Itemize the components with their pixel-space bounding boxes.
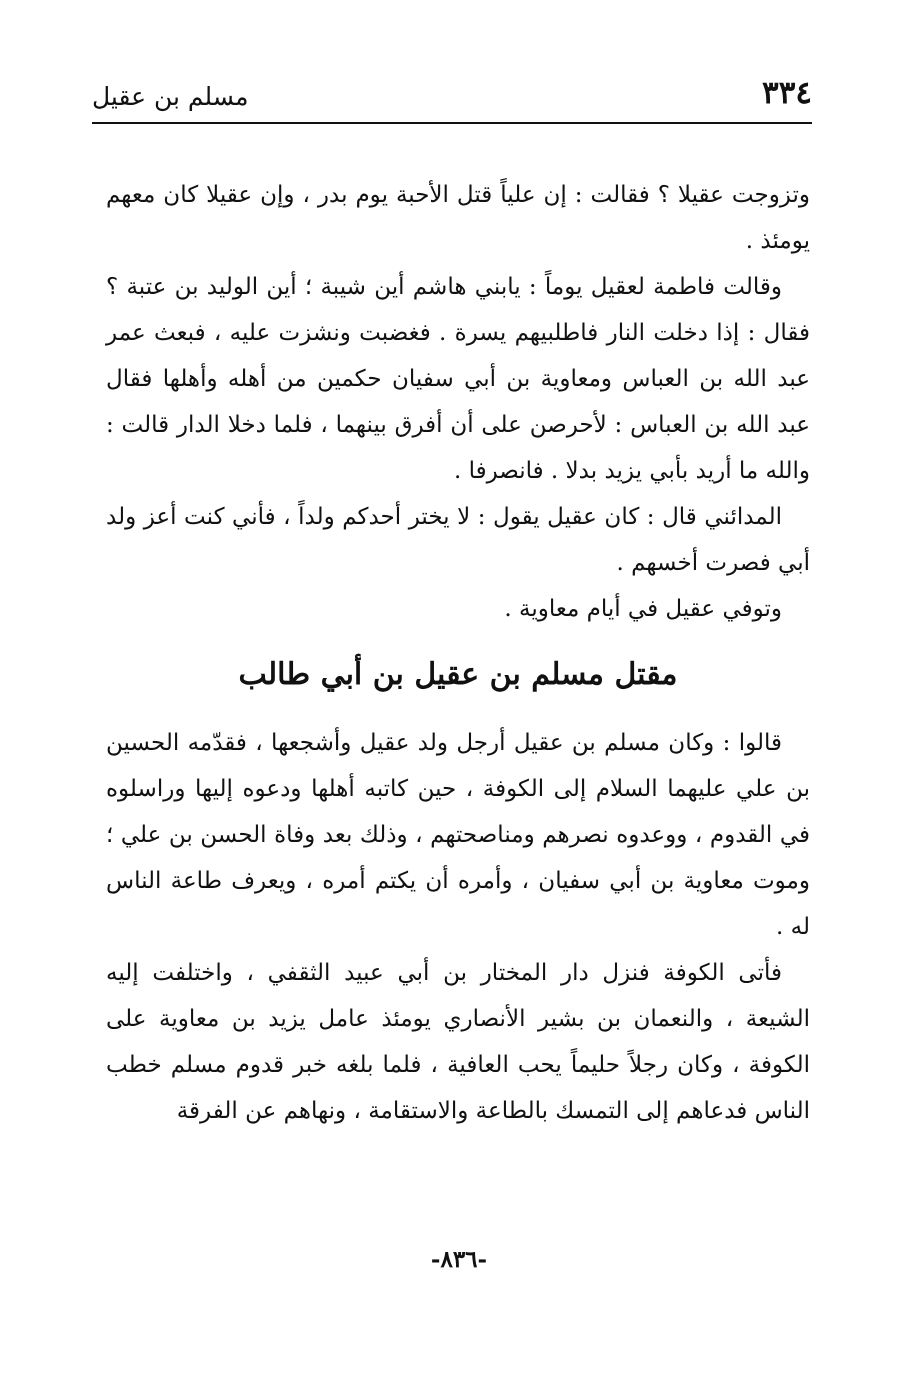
paragraph-5: قالوا : وكان مسلم بن عقيل أرجل ولد عقيل وأشجعها ، فقدّمه الحسين بن علي عليهما السلام إلى الكوفة ، حين كاتبه أهلها ودعوه إليها وراسلوه في القدوم ، ووعدوه نصرهم ومناصحتهم ، وذلك بعد وفاة الحسن بن علي ؛ وموت معاوية بن أبي سفيان ، وأمره أن يكتم أمره ، ويعرف طاعة الناس له . (106, 730, 810, 940)
footer-page-number: -٨٣٦- (430, 1246, 488, 1273)
paragraph-3: المدائني قال : كان عقيل يقول : لا يختر أحدكم ولداً ، فأني كنت أعز ولد أبي فصرت أخسهم . (106, 504, 810, 576)
section-heading: مقتل مسلم بن عقيل بن أبي طالب (238, 657, 678, 692)
paragraph-1: وتزوجت عقيلا ؟ فقالت : إن علياً قتل الأحبة يوم بدر ، وإن عقيلا كان معهم يومئذ . (106, 182, 810, 254)
header-rule (92, 122, 812, 124)
paragraph-6: فأتى الكوفة فنزل دار المختار بن أبي عبيد الثقفي ، واختلفت إليه الشيعة ، والنعمان بن بشير الأنصاري يومئذ عامل يزيد بن معاوية على الكوفة ، وكان رجلاً حليماً يحب العافية ، فلما بلغه خبر قدوم مسلم خطب الناس فدعاهم إلى التمسك بالطاعة والاستقامة ، ونهاهم عن الفرقة (106, 960, 810, 1124)
page-header (92, 74, 812, 124)
header-page-number: ٣٣٤ (762, 75, 812, 111)
running-title: مسلم بن عقيل (92, 82, 249, 111)
page-body (106, 172, 810, 1134)
paragraph-2: وقالت فاطمة لعقيل يوماً : يابني هاشم أين شيبة ؛ أين الوليد بن عتبة ؟ فقال : إذا دخلت النار فاطلبيهم يسرة . فغضبت ونشزت عليه ، فبعث عمر عبد الله بن العباس ومعاوية بن أبي سفيان حكمين من أهله وأهلها فقال عبد الله بن العباس : لأحرصن على أن أفرق بينهما ، فلما دخلا الدار قالت : والله ما أريد بأبي يزيد بدلا . فانصرفا . (106, 274, 810, 484)
paragraph-4: وتوفي عقيل في أيام معاوية . (504, 596, 782, 622)
